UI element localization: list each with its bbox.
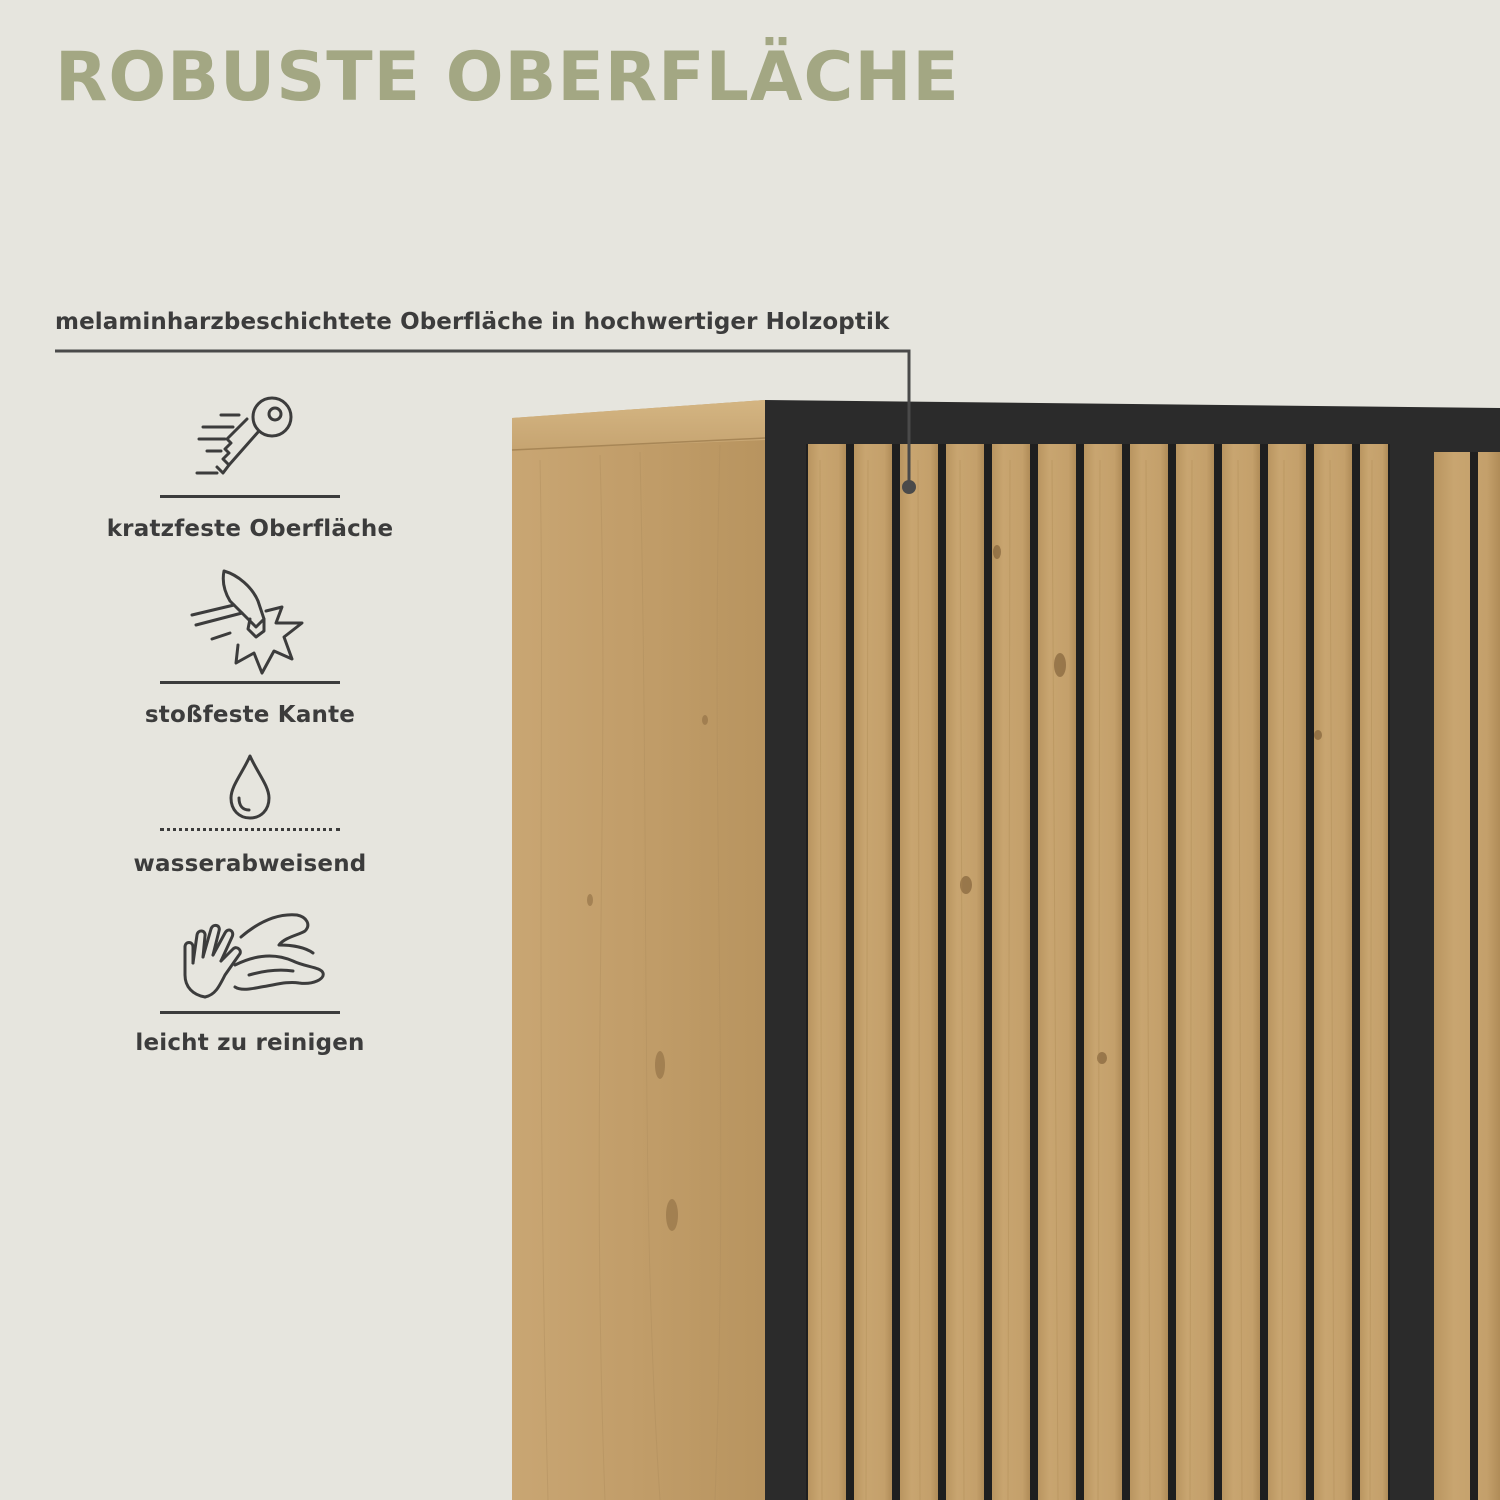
feature-divider xyxy=(160,681,340,684)
feature-label: stoßfeste Kante xyxy=(144,702,356,728)
feature-divider xyxy=(160,1011,340,1014)
feature-scratch-resistant xyxy=(100,393,400,542)
feature-impact-resistant xyxy=(100,567,400,728)
feature-divider xyxy=(160,495,340,498)
feature-easy-to-clean xyxy=(100,905,400,1056)
feature-water-repellent xyxy=(100,752,400,877)
feature-label: leicht zu reinigen xyxy=(135,1030,365,1056)
key-scratch-icon xyxy=(195,393,305,483)
feature-label: wasserabweisend xyxy=(133,851,367,877)
water-drop-icon xyxy=(225,752,275,822)
feature-divider-dotted xyxy=(160,828,340,831)
hand-wipe-icon xyxy=(175,905,325,1005)
callout-text: melaminharzbeschichtete Oberfläche in hochwertiger Holzoptik xyxy=(55,309,890,335)
feature-label: kratzfeste Oberfläche xyxy=(106,516,394,542)
headline: ROBUSTE OBERFLÄCHE xyxy=(55,38,960,117)
hammer-impact-icon xyxy=(190,567,310,677)
